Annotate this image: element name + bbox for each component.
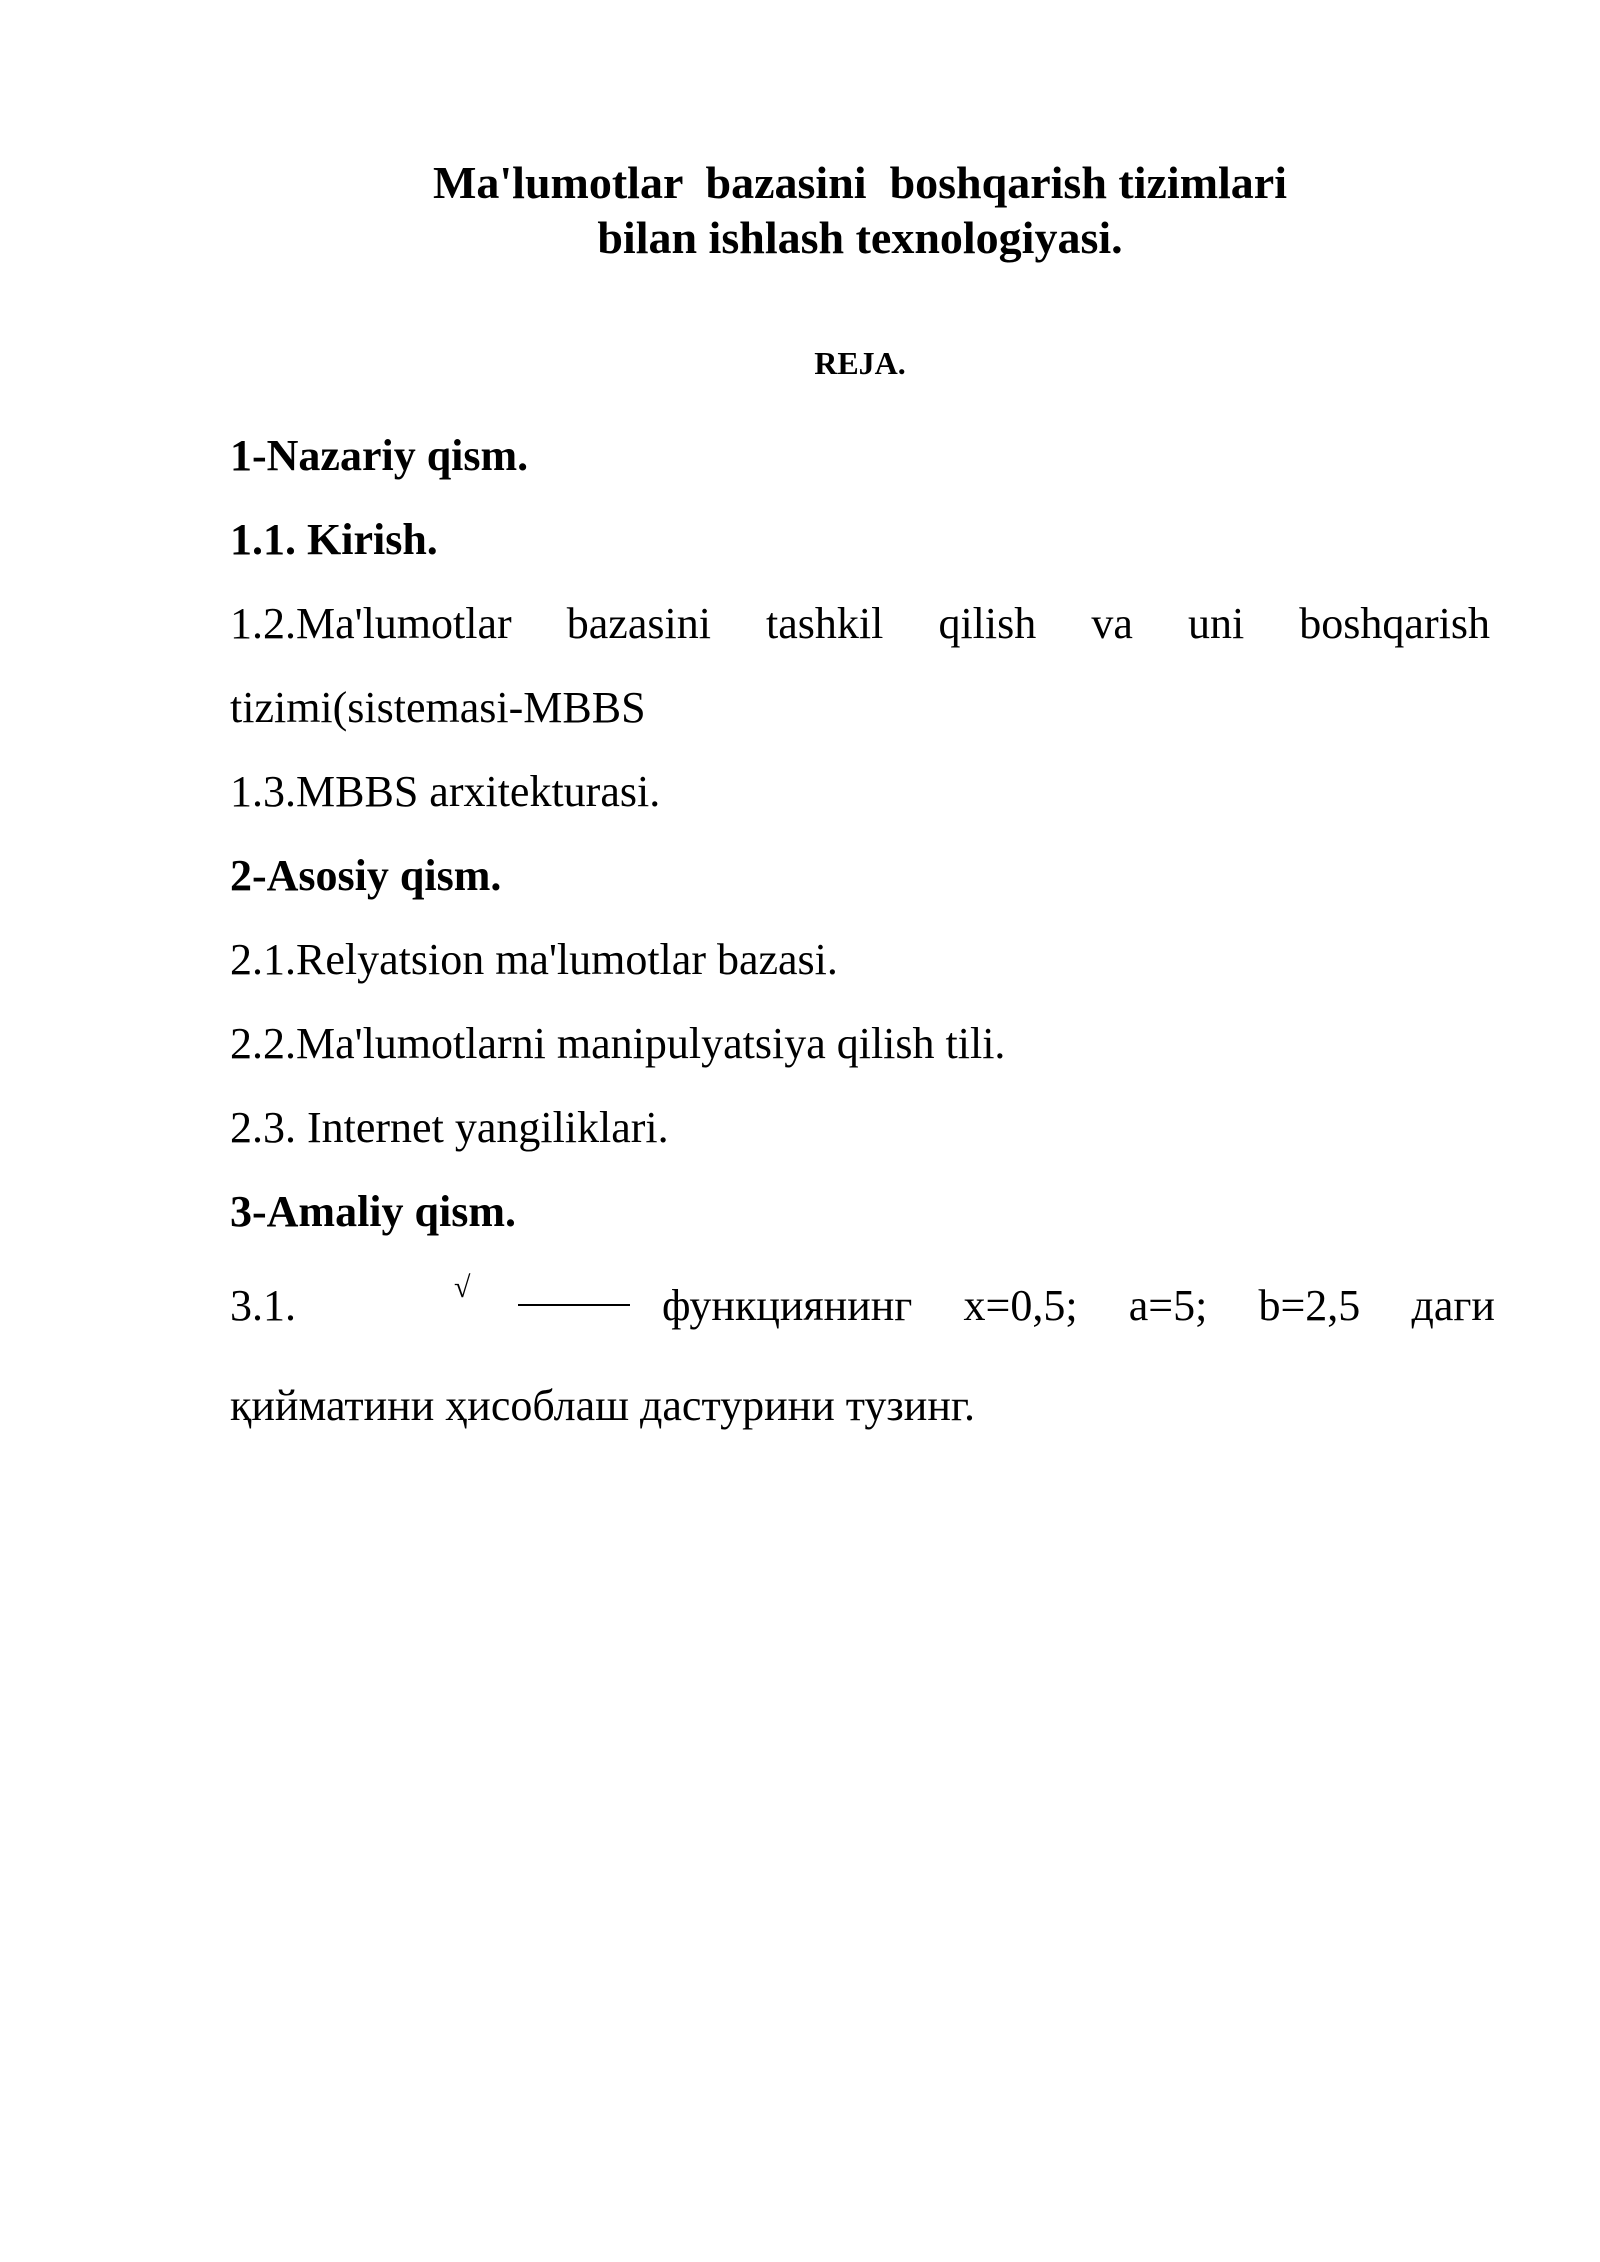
plan-heading: REJA. bbox=[814, 345, 906, 381]
item-1-2-line-2: tizimi(sistemasi-MBBS bbox=[230, 683, 646, 732]
item-3-1-line-2: қийматини ҳисоблаш дастурини тузинг. bbox=[230, 1381, 975, 1430]
item-2-2: 2.2.Ma'lumotlarni manipulyatsiya qilish tili. bbox=[230, 1019, 1006, 1068]
item-3-1-word: b=2,5 bbox=[1258, 1281, 1361, 1330]
item-1-2-line-1 bbox=[230, 596, 1490, 652]
item-3-1-word: x=0,5; bbox=[963, 1281, 1078, 1330]
item-3-1-word: a=5; bbox=[1128, 1281, 1208, 1330]
item-3-1-word: функциянинг bbox=[662, 1281, 913, 1330]
item-1-2-word: bazasini bbox=[566, 599, 711, 648]
item-1-2-word: 1.2.Ma'lumotlar bbox=[230, 599, 512, 648]
item-1-3: 1.3.MBBS arxitekturasi. bbox=[230, 767, 661, 816]
item-1-2-word: tashkil bbox=[766, 599, 884, 648]
document-title-line-2: bilan ishlash texnologiyasi. bbox=[597, 212, 1123, 263]
fraction-bar bbox=[518, 1304, 630, 1306]
part-1-heading: 1-Nazariy qism. bbox=[230, 431, 529, 480]
square-root-icon: √ bbox=[454, 1271, 471, 1304]
item-3-1-line-1 bbox=[230, 1271, 1495, 1334]
item-3-1-word: даги bbox=[1411, 1281, 1495, 1330]
item-3-1-number: 3.1. bbox=[230, 1281, 296, 1330]
item-3-1-text bbox=[662, 1278, 1495, 1334]
part-2-heading: 2-Asosiy qism. bbox=[230, 851, 502, 900]
item-1-2-word: uni bbox=[1187, 599, 1245, 648]
item-2-3: 2.3. Internet yangiliklari. bbox=[230, 1103, 669, 1152]
item-1-2-word: qilish bbox=[938, 599, 1037, 648]
item-2-1: 2.1.Relyatsion ma'lumotlar bazasi. bbox=[230, 935, 838, 984]
document-title-line-1: Ma'lumotlar bazasini boshqarish tizimlari bbox=[432, 157, 1288, 208]
item-1-1: 1.1. Kirish. bbox=[230, 515, 438, 564]
item-1-2-word: va bbox=[1091, 599, 1133, 648]
part-3-heading: 3-Amaliy qism. bbox=[230, 1187, 516, 1236]
item-1-2-word: boshqarish bbox=[1299, 599, 1490, 648]
